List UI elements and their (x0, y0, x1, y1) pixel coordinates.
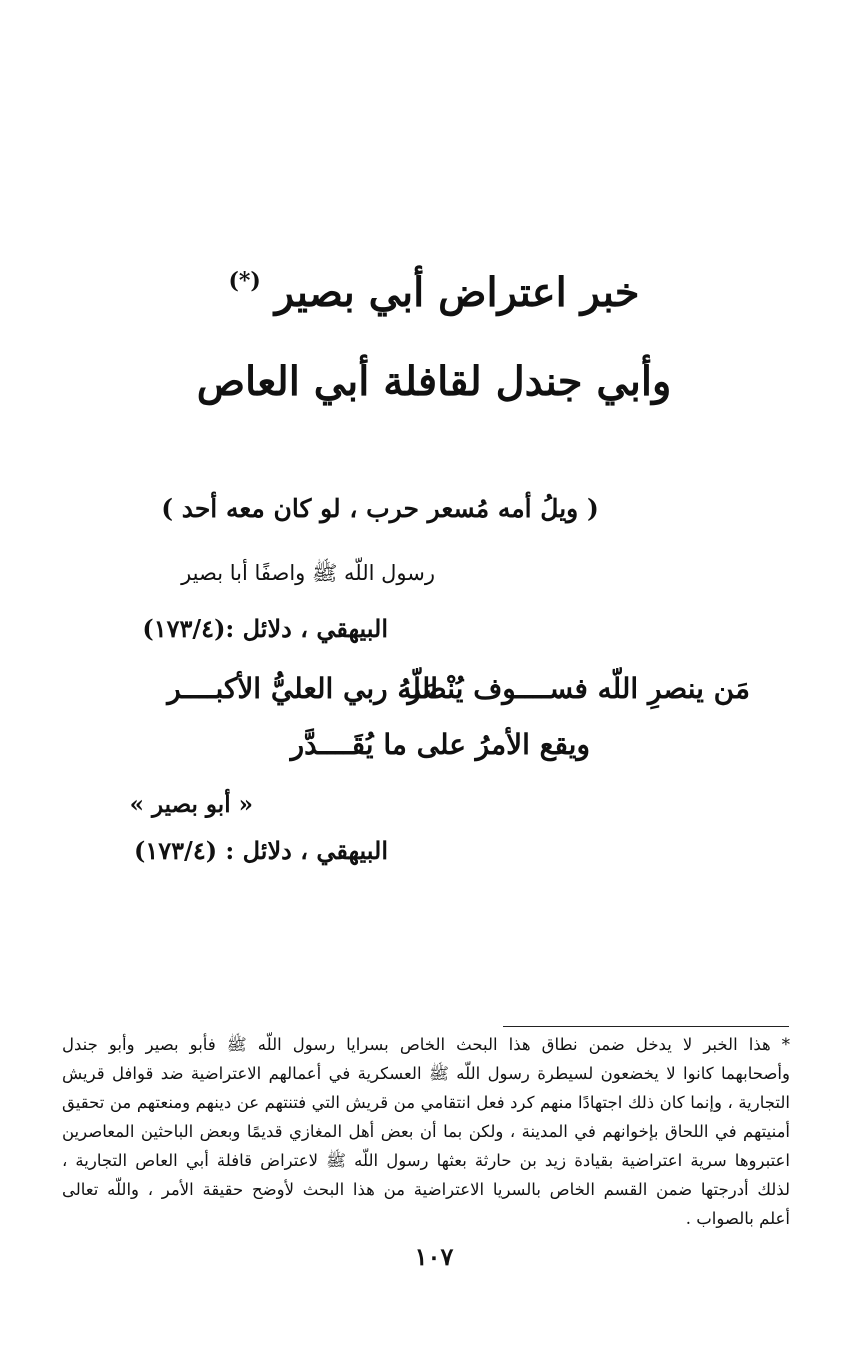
epigraph-quote: ( ويلُ أمه مُسعر حرب ، لو كان معه أحد ) (161, 494, 599, 523)
footnote-line: اعتبروها سرية اعتراضية بقيادة زيد بن حارثة بعثها رسول اللّه ﷺ لاعتراض قافلة أبي العاص التجارية ، (62, 1151, 790, 1170)
footnote-line: لذلك أدرجتها ضمن القسم الخاص بالسريا الاعتراضية من هذا البحث لأوضح حقيقة الأمر ، واللّه تعالى (62, 1180, 790, 1199)
footnote-line: * هذا الخبر لا يدخل ضمن نطاق هذا البحث الخاص بسرايا رسول اللّه ﷺ فأبو بصير وأبو جندل (62, 1035, 790, 1054)
poem-attribution: « أبو بصير » (129, 791, 253, 818)
footnote-line: التجارية ، وإنما كان ذلك اجتهادًا منهم كرد فعل انتقامي من قريش التي فتنتهم عن دينهم ومنعتهم من تحقيق (62, 1093, 790, 1112)
footnote-marker: (*) (228, 268, 261, 294)
poem-verse-2: ويقع الأمرُ على ما يُقَــــدَّر (290, 728, 590, 761)
footnote-line: أعلم بالصواب . (685, 1209, 790, 1228)
poem-source: البيهقي ، دلائل : (١٧٣/٤) (134, 836, 388, 865)
page-number: ١٠٧ (414, 1242, 454, 1271)
epigraph-speaker: رسول اللّه ﷺ واصفًا أبا بصير (181, 561, 435, 585)
chapter-title-line-2: وأبي جندل لقافلة أبي العاص (196, 358, 672, 405)
chapter-title-line-1 (0, 268, 868, 316)
epigraph-source: البيهقي ، دلائل :(١٧٣/٤) (142, 614, 388, 643)
poem-verse-1-first-hemistich: مَن ينصرِ اللّه فســــوف يُنْصَر (407, 672, 750, 705)
footnote-line: وأصحابهما كانوا لا يخضعون لسيطرة رسول اللّه ﷺ العسكرية في أعمالهم الاعتراضية ضد قوافل قريش (62, 1064, 790, 1083)
footnote-line: أمنيتهم في اللحاق بإخوانهم في المدينة ، ولكن بما أن بعض أهل المغازي قديمًا وبعض الباحثين المعاصرين (62, 1122, 790, 1141)
footnote-divider (503, 1026, 789, 1027)
poem-verse-1-second-hemistich: اللّهُ ربي العليُّ الأكبــــر (167, 672, 438, 705)
title-text: خبر اعتراض أبي بصير (274, 269, 640, 316)
footnote (62, 1030, 790, 1233)
